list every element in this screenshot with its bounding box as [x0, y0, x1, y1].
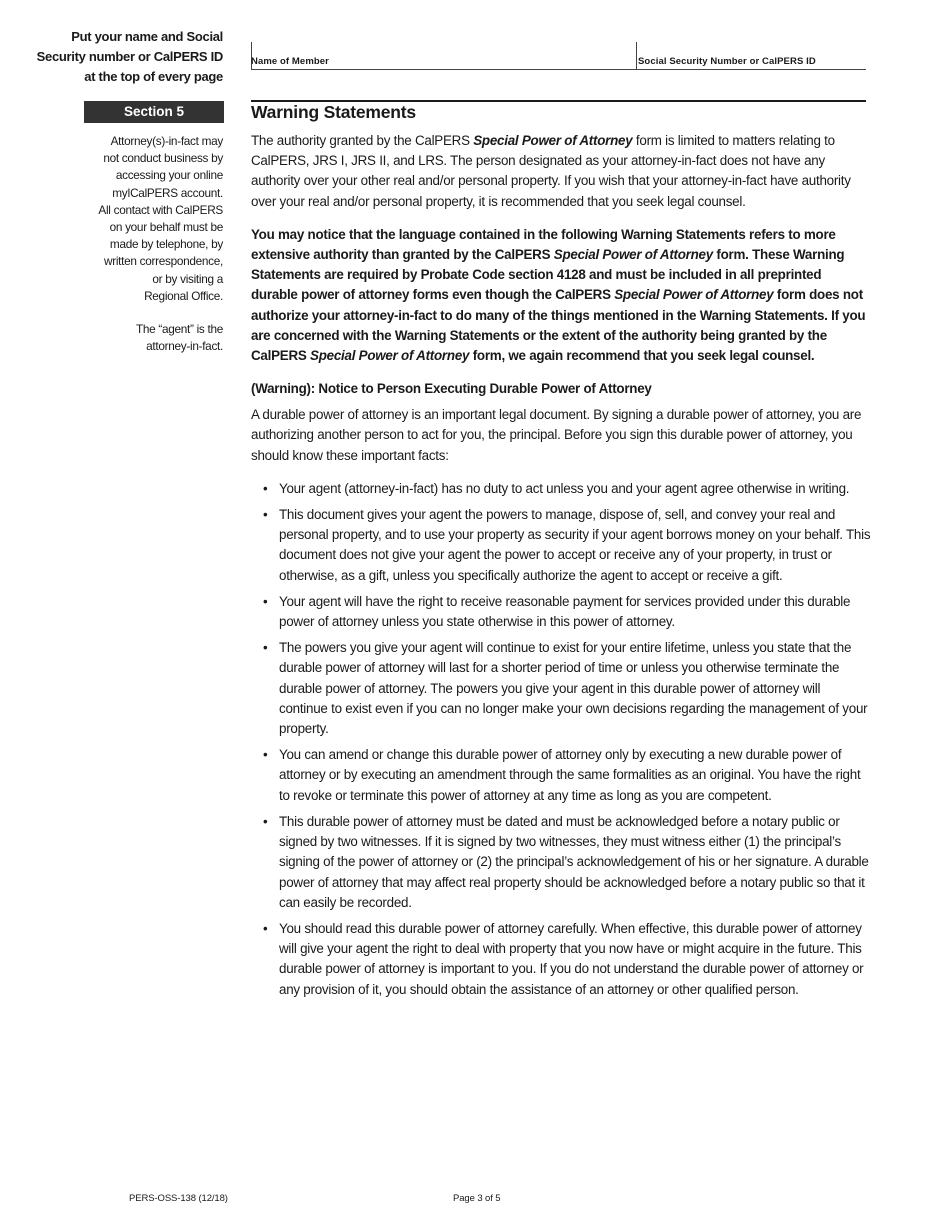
ssn-label: Social Security Number or CalPERS ID — [638, 56, 816, 67]
list-item: • You can amend or change this durable power of attorney only by executing a new durable power of attorney or by executing an amendment through the same formalities as an original. You have the right to revoke or terminate this power of attorney at any time as long as you are competent. — [263, 745, 871, 806]
list-item: • You should read this durable power of attorney carefully. When effective, this durable power of attorney will give your agent the right to deal with property that you now have or might acquire in the future. This durable power of attorney is important to you. If you do not understand the durable power of attorney or any provision of it, you should obtain the assistance of an attorney or other qualified person. — [263, 919, 871, 1000]
facts-list — [263, 479, 871, 1000]
warning-heading: (Warning): Notice to Person Executing Durable Power of Attorney — [251, 381, 652, 397]
sidebar-note-line: made by telephone, by — [109, 237, 223, 252]
sidebar-note-line: All contact with CalPERS — [98, 202, 223, 217]
header-instruction — [3, 27, 223, 87]
list-item: • Your agent (attorney-in-fact) has no duty to act unless you and your agent agree otherwise in writing. — [263, 479, 871, 499]
instruction-line: Put your name and Social — [71, 29, 223, 44]
intro-paragraph: The authority granted by the CalPERS Special Power of Attorney form is limited to matters relating to CalPERS, JRS I, JRS II, and LRS. The person designated as your attorney-in-fact does not have any authority over your other real and/or personal property. If you wish that your attorney-in-fact have authority over your real and/or personal property, it is recommended that you seek legal counsel. — [251, 133, 851, 209]
list-item: • Your agent will have the right to receive reasonable payment for services provided under this durable power of attorney unless you state otherwise in this power of attorney. — [263, 592, 871, 632]
form-id: PERS-OSS-138 (12/18) — [129, 1193, 228, 1204]
list-item: • The powers you give your agent will continue to exist for your entire lifetime, unless you state that the durable power of attorney will last for a shorter period of time or unless you otherwise terminate the durable power of attorney. The powers you give your agent in this durable power of attorney will continue to exist even if you can no longer make your own decisions regarding the management of your property. — [263, 638, 871, 739]
warning-intro: A durable power of attorney is an important legal document. By signing a durable power of attorney, you are authorizing another person to act for you, the principal. Before you sign this durable power of attorney, you should know these important facts: — [251, 407, 862, 463]
list-item: • This durable power of attorney must be dated and must be acknowledged before a notary public or signed by two witnesses. If it is signed by two witnesses, they must witness either (1) the principal’s signing of the power of attorney or (2) the principal’s acknowledgement of his or her signature. A durable power of attorney that may affect real property should be acknowledged before a notary public so that it can easily be recorded. — [263, 812, 871, 913]
section-title: Warning Statements — [251, 102, 416, 122]
sidebar-note-line: myǀCalPERS account. — [112, 185, 223, 200]
sidebar-note-line: The “agent” is the — [135, 322, 223, 336]
sidebar-note-line: or by visiting a — [152, 271, 223, 286]
notice-paragraph: You may notice that the language contained in the following Warning Statements refers to more extensive authority than granted by the CalPERS Special Power of Attorney form. These Warning Statements are required by Probate Code section 4128 and must be included in all preprinted durable power of attorney forms even though the CalPERS Special Power of Attorney form does not authorize your attorney-in-fact to do many of the things mentioned in the Warning Statements. If you are concerned with the Warning Statements or the extent of the authority being granted by the CalPERS Special Power of Attorney form, we again recommend that you seek legal counsel. — [251, 226, 866, 364]
sidebar-note-line: Attorney(s)-in-fact may — [110, 134, 223, 148]
page-number: Page 3 of 5 — [453, 1193, 501, 1204]
sidebar-note-line: accessing your online — [115, 168, 223, 183]
list-item: • This document gives your agent the powers to manage, dispose of, sell, and convey your real and personal property, and to use your property as security if your agent borrows money on your behalf. This document does not give your agent the power to accept or receive any of your property, in trust or otherwise, as a gift, unless you specifically authorize the agent to accept or receive a gift. — [263, 505, 871, 586]
member-name-label: Name of Member — [251, 56, 329, 67]
main-content — [251, 100, 871, 1006]
section-tab: Section 5 — [84, 101, 224, 123]
instruction-line: at the top of every page — [84, 69, 223, 84]
sidebar-note-line: on your behalf must be — [109, 220, 223, 235]
sidebar-note-line: Regional Office. — [144, 288, 223, 303]
instruction-line: Security number or CalPERS ID — [36, 49, 223, 64]
sidebar-note-agent — [73, 321, 223, 355]
sidebar-note-line: attorney-in-fact. — [146, 339, 223, 354]
sidebar-note-online-access — [73, 133, 223, 305]
sidebar-note-line: written correspondence, — [103, 254, 223, 269]
sidebar-note-line: not conduct business by — [103, 151, 223, 166]
